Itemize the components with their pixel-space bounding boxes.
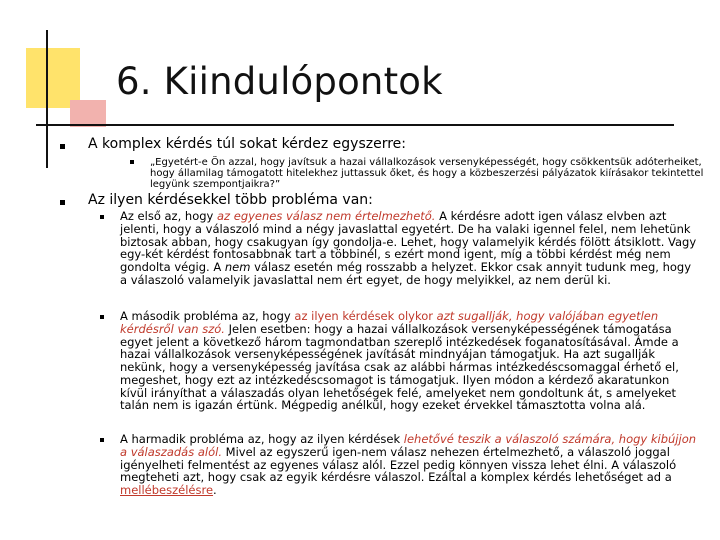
problem-1-paragraph bbox=[120, 210, 698, 287]
problem-1-body: A kérdésre adott igen válasz elvben azt jelenti, hogy a válaszoló mind a négy javaslattal egyetért. De ha valaki igennel felel, nem lehetünk biztosak abban, hogy csakugyan így gondolja-e. Lehet, hogy valamelyik kérdés fölött átsiklott. Vagy egy-két kérdést fontosabbnak tart a többinél, s ezért mond igent, míg a többi kérdést még nem gondolta végig. A bbox=[120, 209, 697, 274]
bullet-1-lead: A komplex kérdés bbox=[88, 136, 213, 152]
problem-3-end: . bbox=[213, 483, 217, 497]
problem-1-nem: nem bbox=[224, 260, 251, 274]
problem-1-highlight: az egyenes válasz nem értelmezhető. bbox=[217, 209, 436, 223]
bullet-1-rest: túl sokat kérdez egyszerre: bbox=[212, 136, 407, 152]
problem-3-paragraph bbox=[120, 433, 698, 497]
bullet-1-text bbox=[88, 136, 406, 153]
problem-3-highlight: lehetővé teszik a válaszoló számára, hogy kibújjon a válaszadás alól. bbox=[120, 432, 697, 459]
sub-bullet-marker bbox=[130, 160, 134, 164]
problem-3-body: Mivel az egyszerű igen-nem válasz nehezen értelmezhető, a válaszoló joggal igényelheti felmentést az egyenes válasz alól. Ezzel pedig könnyen vissza lehet élni. A válaszoló megteheti azt, hogy csak az egyik kérdésre válaszol. Ezáltal a komplex kérdés lehetőséget ad a bbox=[120, 444, 677, 485]
decor-pink-square bbox=[70, 100, 106, 127]
sub-bullet-marker bbox=[100, 438, 104, 442]
problem-2-highlight-b: azt sugallják, hogy valójában egyetlen kérdésről van szó. bbox=[120, 309, 659, 336]
sub-bullet-marker bbox=[100, 315, 104, 319]
problem-1-intro: Az első az, hogy bbox=[120, 209, 217, 223]
sub-bullet-marker bbox=[100, 215, 104, 219]
slide-title: 6. Kiindulópontok bbox=[116, 60, 443, 103]
problem-2-highlight-a: az ilyen kérdések olykor bbox=[294, 309, 434, 323]
decor-yellow-square bbox=[26, 48, 80, 108]
bullet-marker bbox=[60, 144, 65, 149]
problem-2-body: Jelen esetben: hogy a hazai vállalkozások versenyképességének támogatása egyet jelent a következő három tagmondatban szereplő intézkedések foganatosításával. Ámde a hazai vállalkozások versenyképességének javítását mindnyájan támogatjuk. Ha azt sugallják nekünk, hogy a versenyképesség javítása csak az alábbi hármas intézkedéscsomaggal érhető el, megeshet, hogy ezt az intézkedéscsomagot is támogatjuk. Ilyen módon a kérdező akaratunkon kívül irányíthat a válaszadás olyan lehetőségek felé, amelyeket nem gondoltunk át, s amelyeket talán nem is igazán értünk. Mégpedig anélkül, hogy ezeket érvekkel támasztotta volna alá. bbox=[120, 321, 679, 413]
decor-vertical-line bbox=[46, 30, 48, 168]
mellebeszeles-link[interactable]: mellébeszélésre bbox=[120, 483, 214, 497]
problem-3-intro: A harmadik probléma az, hogy az ilyen kérdések bbox=[120, 432, 404, 446]
bullet-marker bbox=[60, 200, 65, 205]
problem-2-intro: A második probléma az, hogy bbox=[120, 309, 295, 323]
decor-horizontal-line bbox=[36, 124, 674, 126]
bullet-2-text: Az ilyen kérdésekkel több probléma van: bbox=[88, 192, 373, 208]
problem-1-end: válasz esetén még rosszabb a helyzet. Ekkor csak annyit tudunk meg, hogy a válaszoló valamelyik javaslattal nem ért egyet, de hogy melyikkel, az nem derül ki. bbox=[120, 260, 692, 287]
problem-2-paragraph bbox=[120, 310, 698, 412]
bullet-1-quote: „Egyetért-e Ön azzal, hogy javítsuk a hazai vállalkozások versenyképességét, hogy csökkentsük adóterheiket, hogy államilag támogatott hitelekhez juttassuk őket, és hogy a közbeszerzési pályázatok kiírásakor tekintettel legyünk szempontjaikra?” bbox=[150, 157, 704, 190]
